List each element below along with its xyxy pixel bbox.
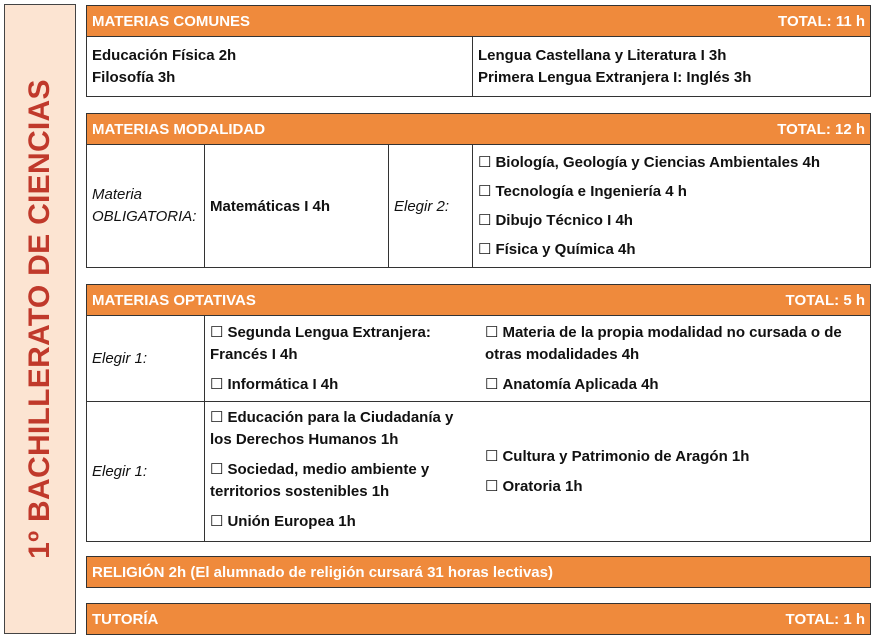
section-total: TOTAL: 11 h	[778, 12, 865, 30]
checkbox-icon[interactable]: ☐	[485, 477, 499, 495]
section-header	[87, 6, 870, 36]
checkbox-icon[interactable]: ☐	[485, 447, 499, 465]
section-comunes	[86, 5, 871, 97]
checkbox-icon[interactable]: ☐	[485, 376, 499, 393]
elegir-label: Elegir 2:	[388, 145, 472, 267]
option-item[interactable]: ☐ Sociedad, medio ambiente y territorios sostenibles 1h	[210, 461, 430, 500]
option-item[interactable]: ☐ Cultura y Patrimonio de Aragón 1h	[485, 447, 750, 465]
section-tutoria	[86, 603, 871, 635]
option-item[interactable]: ☐ Materia de la propia modalidad no cursada o de otras modalidades 4h	[485, 324, 842, 363]
section-title: RELIGIÓN 2h (El alumnado de religión cursará 31 horas lectivas)	[92, 563, 553, 581]
section-total: TOTAL: 12 h	[777, 120, 865, 138]
section-header	[87, 114, 870, 144]
option-item[interactable]: ☐ Biología, Geología y Ciencias Ambientales 4h	[478, 154, 820, 171]
elegir-label: Elegir 1:	[92, 350, 148, 367]
option-item[interactable]: ☐ Física y Química 4h	[478, 241, 636, 258]
option-item[interactable]: ☐ Segunda Lengua Extranjera: Francés I 4h	[210, 324, 431, 363]
section-title: MATERIAS MODALIDAD	[92, 120, 266, 138]
obligatoria-label: Materia OBLIGATORIA:	[92, 186, 197, 225]
option-item[interactable]: ☐ Educación para la Ciudadanía y los Derechos Humanos 1h	[210, 409, 454, 448]
checkbox-icon[interactable]: ☐	[478, 154, 492, 171]
checkbox-icon[interactable]: ☐	[485, 324, 499, 341]
checkbox-icon[interactable]: ☐	[478, 241, 492, 258]
section-optativas	[86, 284, 871, 542]
obligatoria-value: Matemáticas I 4h	[204, 145, 388, 267]
section-total: TOTAL: 5 h	[785, 291, 865, 309]
section-title: TUTORÍA	[92, 610, 159, 628]
checkbox-icon[interactable]: ☐	[478, 212, 492, 229]
section-title: MATERIAS OPTATIVAS	[92, 291, 256, 309]
option-item[interactable]: ☐ Informática I 4h	[210, 376, 339, 393]
section-religion	[86, 556, 871, 588]
subject: Primera Lengua Extranjera I: Inglés 3h	[478, 68, 752, 86]
option-item[interactable]: ☐ Anatomía Aplicada 4h	[485, 376, 659, 393]
checkbox-icon[interactable]: ☐	[210, 409, 224, 426]
subject: Educación Física 2h	[92, 46, 237, 64]
subject: Lengua Castellana y Literatura I 3h	[478, 46, 727, 64]
checkbox-icon[interactable]: ☐	[210, 324, 224, 341]
elegir-label: Elegir 1:	[92, 463, 148, 480]
checkbox-icon[interactable]: ☐	[210, 376, 224, 393]
side-title: 1º BACHILLERATO DE CIENCIAS	[23, 79, 56, 559]
section-header	[87, 557, 870, 587]
section-modalidad	[86, 113, 871, 268]
side-banner	[4, 4, 76, 634]
section-total: TOTAL: 1 h	[785, 610, 865, 628]
option-item[interactable]: ☐ Dibujo Técnico I 4h	[478, 212, 633, 229]
subject: Filosofía 3h	[92, 68, 176, 86]
checkbox-icon[interactable]: ☐	[210, 461, 224, 478]
checkbox-icon[interactable]: ☐	[210, 513, 224, 530]
checkbox-icon[interactable]: ☐	[478, 183, 492, 200]
option-item[interactable]: ☐ Oratoria 1h	[485, 477, 583, 495]
option-item[interactable]: ☐ Unión Europea 1h	[210, 513, 356, 530]
option-item[interactable]: ☐ Tecnología e Ingeniería 4 h	[478, 183, 687, 200]
section-header	[87, 285, 870, 315]
section-title: MATERIAS COMUNES	[92, 12, 251, 30]
section-header	[87, 604, 870, 634]
